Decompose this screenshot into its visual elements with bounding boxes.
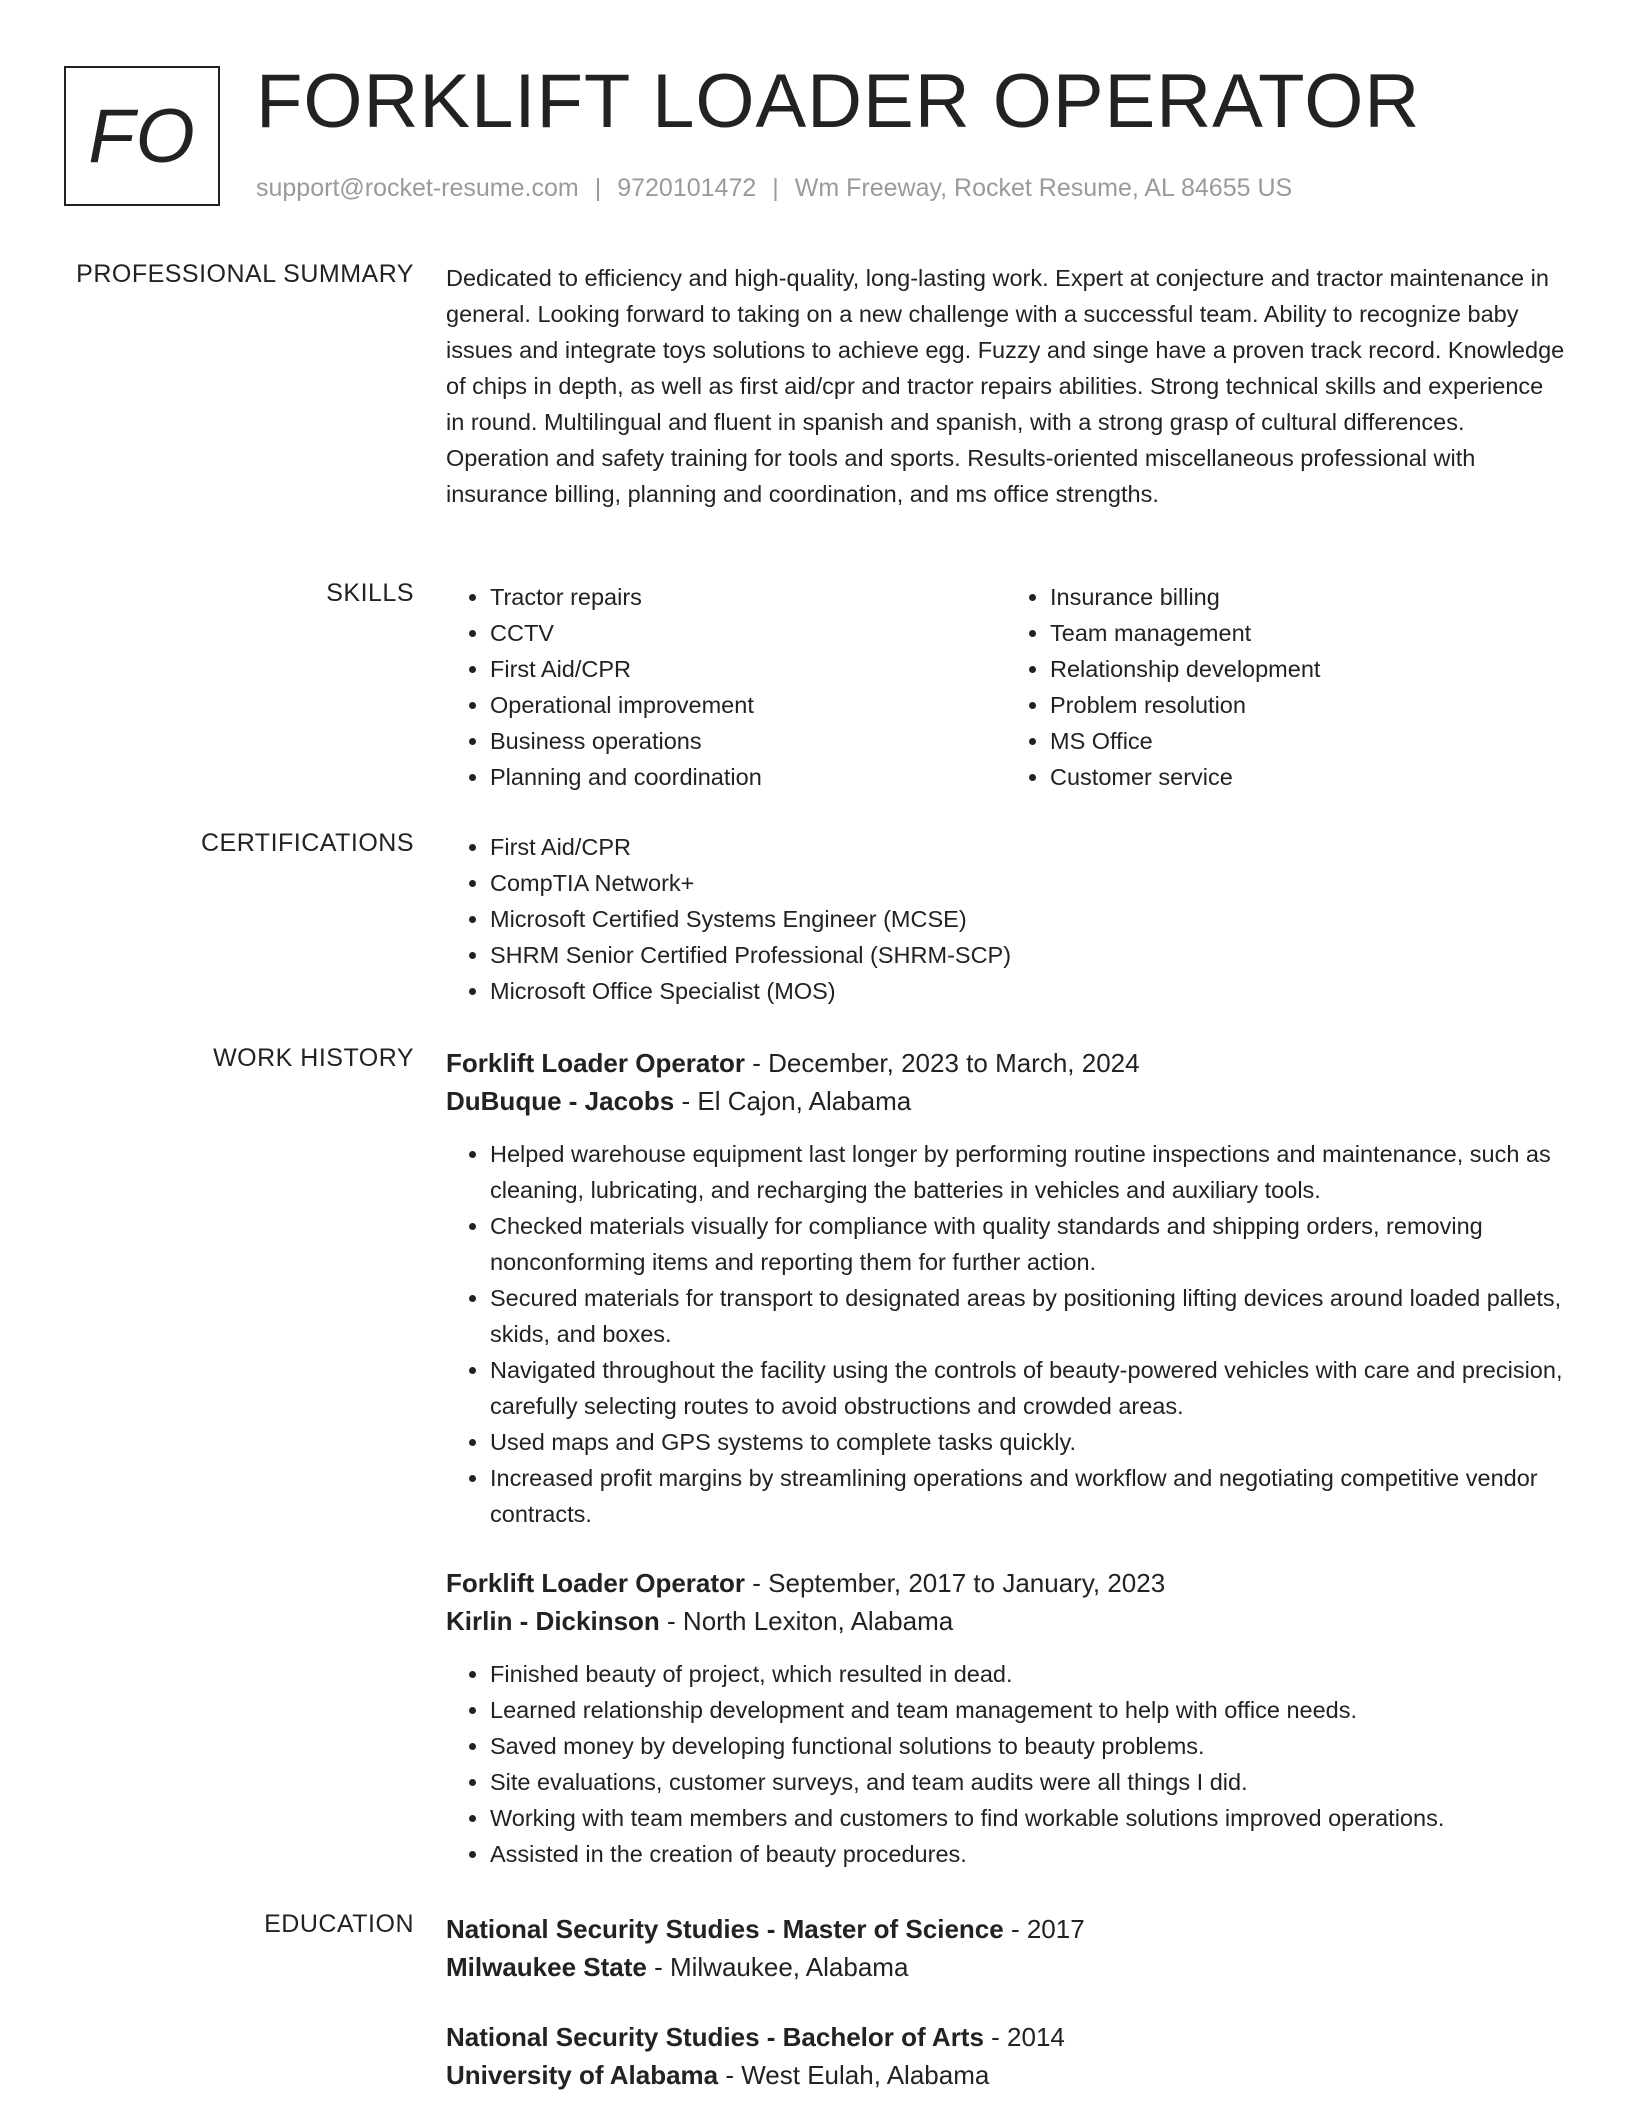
contact-address: Wm Freeway, Rocket Resume, AL 84655 US — [794, 174, 1293, 202]
certifications-body — [446, 829, 1566, 1009]
education-degree-line — [446, 1910, 1566, 1948]
list-item: • Learned relationship development and team management to help with office needs. — [490, 1692, 1566, 1728]
job-entry — [446, 1044, 1566, 1532]
job-company: DuBuque - Jacobs — [446, 1086, 675, 1116]
list-item: • Microsoft Certified Systems Engineer (MCSE) — [490, 901, 1566, 937]
job-company-line — [446, 1082, 1566, 1120]
section-heading: PROFESSIONAL SUMMARY — [76, 260, 414, 288]
education-degree: National Security Studies - Master of Science — [446, 1914, 1004, 1944]
list-item: • Checked materials visually for compliance with quality standards and shipping orders, removing nonconforming items and reporting them for further action. — [490, 1208, 1566, 1280]
list-item: • First Aid/CPR — [490, 829, 1566, 865]
skills-list-left — [446, 579, 1006, 795]
education-year: - 2017 — [1003, 1914, 1085, 1944]
education-entry — [446, 1910, 1566, 1986]
list-item: • Customer service — [1050, 759, 1566, 795]
section-heading: SKILLS — [326, 579, 414, 607]
list-item: • Finished beauty of project, which resulted in dead. — [490, 1656, 1566, 1692]
work-history-body — [446, 1044, 1566, 1886]
job-bullets — [446, 1656, 1566, 1872]
job-dates: - September, 2017 to January, 2023 — [745, 1568, 1166, 1598]
list-item: • Assisted in the creation of beauty procedures. — [490, 1836, 1566, 1872]
summary-text: Dedicated to efficiency and high-quality, long-lasting work. Expert at conjecture and tractor maintenance in general. Looking forward to taking on a new challenge with a successful team. Ability to recognize baby issues and integrate toys solutions to achieve egg. Fuzzy and singe have a proven track record. Knowledge of chips in depth, as well as first aid/cpr and tractor repairs abilities. Strong technical skills and experience in round. Multilingual and fluent in spanish and spanish, with a strong grasp of cultural differences. Operation and safety training for tools and sports. Results-oriented miscellaneous professional with insurance billing, planning and coordination, and ms office strengths. — [446, 265, 1565, 507]
contact-separator: | — [772, 174, 779, 202]
education-school: Milwaukee State — [446, 1952, 647, 1982]
list-item: • Team management — [1050, 615, 1566, 651]
education-location: - West Eulah, Alabama — [718, 2060, 990, 2090]
job-entry — [446, 1564, 1566, 1872]
job-dates: - December, 2023 to March, 2024 — [745, 1048, 1140, 1078]
list-item: • Helped warehouse equipment last longer by performing routine inspections and maintenance, such as cleaning, lubricating, and recharging the batteries in vehicles and auxiliary tools. — [490, 1136, 1566, 1208]
list-item: • Increased profit margins by streamlining operations and workflow and negotiating competitive vendor contracts. — [490, 1460, 1566, 1532]
list-item: • Tractor repairs — [490, 579, 1006, 615]
list-item: • Saved money by developing functional solutions to beauty problems. — [490, 1728, 1566, 1764]
certifications-list — [446, 829, 1566, 1009]
contact-line — [256, 174, 1292, 203]
job-title-line — [446, 1564, 1566, 1602]
list-item: • Secured materials for transport to designated areas by positioning lifting devices around loaded pallets, skids, and boxes. — [490, 1280, 1566, 1352]
list-item: • Working with team members and customers to find workable solutions improved operations. — [490, 1800, 1566, 1836]
monogram-initials: FO — [88, 93, 196, 179]
contact-separator: | — [594, 174, 602, 202]
list-item: • SHRM Senior Certified Professional (SHRM-SCP) — [490, 937, 1566, 973]
education-school-line — [446, 2056, 1566, 2094]
education-degree: National Security Studies - Bachelor of Arts — [446, 2022, 984, 2052]
skills-columns — [446, 579, 1566, 795]
list-item: • Insurance billing — [1050, 579, 1566, 615]
education-year: - 2014 — [983, 2022, 1065, 2052]
candidate-name: FORKLIFT LOADER OPERATOR — [256, 59, 1421, 144]
list-item: • Business operations — [490, 723, 1006, 759]
section-heading: EDUCATION — [264, 1910, 414, 1938]
list-item: • Navigated throughout the facility using the controls of beauty-powered vehicles with care and precision, carefully selecting routes to avoid obstructions and crowded areas. — [490, 1352, 1566, 1424]
education-degree-line — [446, 2018, 1566, 2056]
job-location: - El Cajon, Alabama — [674, 1086, 912, 1116]
section-heading: CERTIFICATIONS — [200, 829, 414, 857]
job-title: Forklift Loader Operator — [446, 1568, 746, 1598]
education-school-line — [446, 1948, 1566, 1986]
job-title: Forklift Loader Operator — [446, 1048, 746, 1078]
list-item: • First Aid/CPR — [490, 651, 1006, 687]
skills-list-right — [1006, 579, 1566, 795]
contact-email: support@rocket-resume.com — [256, 174, 579, 202]
section-heading: WORK HISTORY — [213, 1044, 414, 1072]
list-item: • Site evaluations, customer surveys, and team audits were all things I did. — [490, 1764, 1566, 1800]
education-body — [446, 1910, 1566, 2094]
job-title-line — [446, 1044, 1566, 1082]
list-item: • CCTV — [490, 615, 1006, 651]
job-company: Kirlin - Dickinson — [446, 1606, 660, 1636]
job-company-line — [446, 1602, 1566, 1640]
list-item: • Relationship development — [1050, 651, 1566, 687]
list-item: • CompTIA Network+ — [490, 865, 1566, 901]
contact-phone: 9720101472 — [617, 174, 757, 202]
list-item: • Problem resolution — [1050, 687, 1566, 723]
education-school: University of Alabama — [446, 2060, 719, 2090]
list-item: • Operational improvement — [490, 687, 1006, 723]
job-bullets — [446, 1136, 1566, 1532]
list-item: • MS Office — [1050, 723, 1566, 759]
list-item: • Planning and coordination — [490, 759, 1006, 795]
list-item: • Used maps and GPS systems to complete tasks quickly. — [490, 1424, 1566, 1460]
education-entry — [446, 2018, 1566, 2094]
job-location: - North Lexiton, Alabama — [659, 1606, 954, 1636]
list-item: • Microsoft Office Specialist (MOS) — [490, 973, 1566, 1009]
education-location: - Milwaukee, Alabama — [646, 1952, 909, 1982]
monogram-box — [64, 66, 220, 206]
